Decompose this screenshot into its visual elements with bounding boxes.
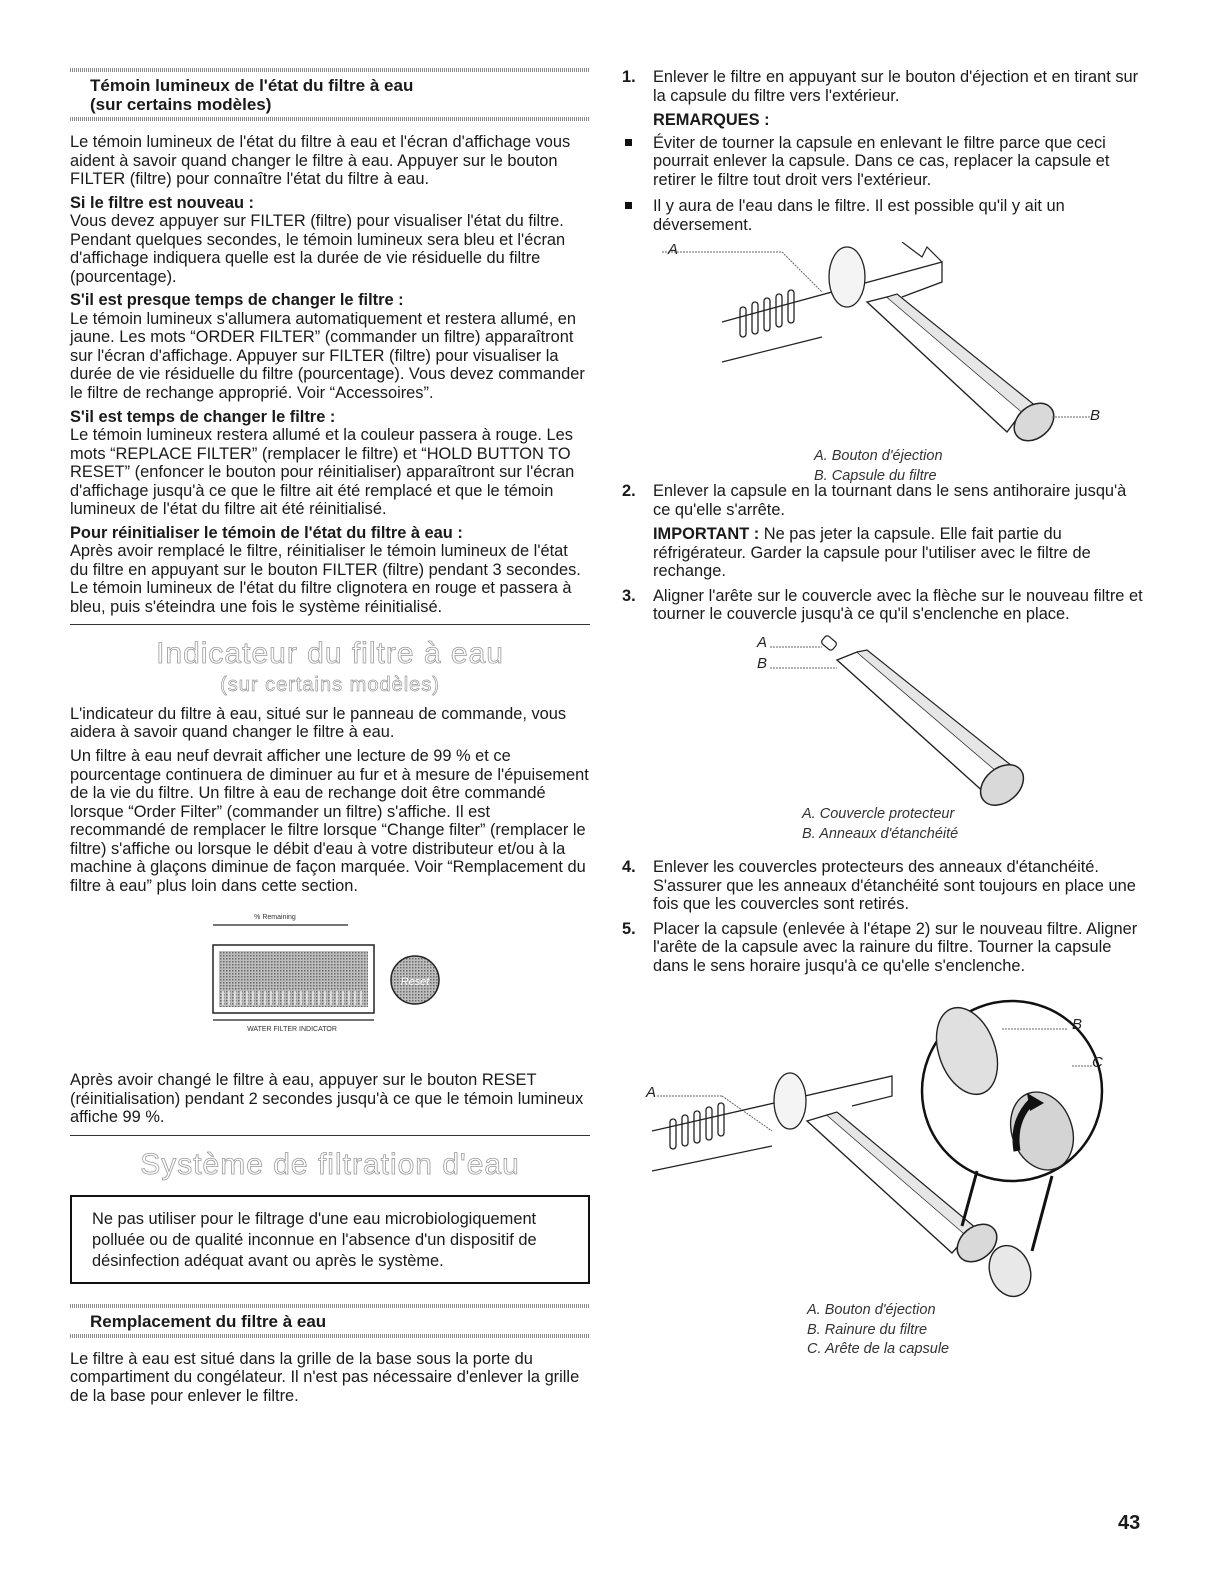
figure-label-a: A (668, 241, 679, 259)
caption-line: C. Arête de la capsule (807, 1341, 950, 1358)
figure-label-b: B (1090, 407, 1101, 425)
caption-line: B. Rainure du filtre (807, 1321, 928, 1338)
hatch-divider (70, 1334, 590, 1338)
step-number: 1. (622, 68, 636, 86)
paragraph: Un filtre à eau neuf devrait afficher une lecture de 99 % et ce pourcentage continuera de diminuer au fur et à mesure de l'épuisement de la vie du filtre. Un filtre à eau de rechange doit être commandé lorsque “Order Filter” (commander un filtre) s'affiche. Il est recommandé de remplacer le filtre lorsque “Change filter” (remplacer le filtre) s'affiche ou lorsque le débit d'eau à votre distributeur et/ou à la machine à glaçons diminue de façon marquée. Voir “Remplacement du filtre à eau” plus loin dans cette section. (70, 747, 589, 895)
step-text: Enlever les couvercles protecteurs des anneaux d'étanchéité. S'assurer que les anneaux d'étanchéité sont toujours en place une fois que les couvercles sont retirés. (653, 857, 1136, 914)
right-column (622, 68, 1147, 1371)
reset-button-label: Reset (400, 976, 430, 989)
bullet-square-icon (625, 139, 632, 146)
caption-line: B. Capsule du filtre (814, 467, 937, 484)
percent-remaining-label: % Remaining (254, 914, 296, 922)
paragraph: Après avoir changé le filtre à eau, appuyer sur le bouton RESET (réinitialisation) pendant 2 secondes jusqu'à ce que le témoin lumineux affiche 99 %. (70, 1071, 584, 1127)
paragraph: Le témoin lumineux restera allumé et la couleur passera à rouge. Les mots “REPLACE FILTER” (remplacer le filtre) et “HOLD BUTTON TO RESET” (enfoncer le bouton pour réinitialiser) apparaîtront sur l'écran d'affichage jusqu'à ce que le filtre ait été remplacé et que le témoin lumineux de l'état du filtre ait été réinitialisé. (70, 426, 575, 519)
title-line: (sur certains modèles) (90, 95, 272, 115)
notes-title: REMARQUES : (653, 111, 770, 130)
step-number: 2. (622, 482, 636, 501)
step-text: Enlever la capsule en la tournant dans le sens antihoraire jusqu'à ce qu'elle s'arrête. (653, 482, 1127, 519)
replace-section-header (70, 1304, 590, 1338)
step-number: 3. (622, 586, 636, 605)
paragraph-lead: Pour réinitialiser le témoin de l'état du filtre à eau : (70, 523, 463, 542)
figure-label-c: C (1092, 1054, 1103, 1072)
section-title (90, 76, 590, 114)
note-bullet (622, 197, 1147, 234)
section-title: Système de filtration d'eau (140, 1147, 520, 1181)
warning-box: Ne pas utiliser pour le filtrage d'une eau microbiologiquement polluée ou de qualité inconnue en l'absence d'un dispositif de désinfection adéquat avant ou après le système. (70, 1195, 590, 1284)
cap-alignment-drawing (622, 981, 1147, 1301)
section-title: Indicateur du filtre à eau (156, 637, 504, 671)
figure-cap-alignment (622, 981, 1147, 1371)
paragraph: Le témoin lumineux s'allumera automatiquement et restera allumé, en jaune. Les mots “ORDER FILTER” (commander un filtre) apparaîtront sur l'écran d'affichage. Appuyer sur FILTER (filtre) pour visualiser la durée de vie résiduelle du filtre (pourcentage). Vous devez commander le filtre de rechange approprié. Voir “Accessoires”. (70, 309, 585, 402)
caption-line: B. Anneaux d'étanchéité (802, 825, 959, 842)
paragraph-lead: Si le filtre est nouveau : (70, 193, 254, 212)
hatch-divider (70, 68, 590, 72)
figure-label-a: A (757, 633, 768, 651)
important-text: Ne pas jeter la capsule. Elle fait partie du réfrigérateur. Garder la capsule pour l'utiliser avec le filtre de rechange. (653, 525, 1091, 581)
note-text: Éviter de tourner la capsule en enlevant le filtre parce que ceci pourrait enlever la capsule. Dans ce cas, replacer la capsule et retirer le filtre tout droit vers l'extérieur. (653, 133, 1110, 189)
figure-label-b: B (757, 654, 768, 672)
figure-protective-cover (622, 630, 1147, 858)
water-filter-indicator-illustration (70, 901, 590, 1061)
figure-label-b: B (1072, 1016, 1083, 1034)
figure-caption (802, 805, 958, 844)
section-rule (70, 624, 590, 625)
left-column (70, 68, 590, 1410)
section-rule (70, 1135, 590, 1136)
caption-line: A. Bouton d'éjection (814, 448, 943, 465)
step-text: Placer la capsule (enlevée à l'étape 2) sur le nouveau filtre. Aligner l'arête de la capsule avec la rainure du filtre. Tourner la capsule dans le sens horaire jusqu'à ce qu'elle s'enclenche. (653, 919, 1138, 975)
section-subtitle: (sur certains modèles) (220, 674, 440, 697)
title-line: Témoin lumineux de l'état du filtre à eau (90, 76, 414, 95)
figure-eject-button (622, 242, 1147, 482)
bullet-square-icon (625, 202, 632, 209)
paragraph: L'indicateur du filtre à eau, situé sur le panneau de commande, vous aidera à savoir quand changer le filtre à eau. (70, 704, 567, 742)
notes-block (622, 111, 1147, 130)
indicator-panel-drawing (70, 901, 590, 1061)
step-text: Aligner l'arête sur le couvercle avec la flèche sur le nouveau filtre et tourner le couvercle jusqu'à ce qu'il s'enclenche en place. (653, 586, 1143, 624)
page-number: 43 (1118, 1512, 1141, 1534)
hatch-divider (70, 117, 590, 121)
caption-line: A. Couvercle protecteur (802, 805, 955, 822)
step-3 (622, 587, 1147, 624)
new-filter-drawing (622, 630, 1147, 810)
filter-removal-drawing (622, 242, 1147, 452)
paragraph: Le filtre à eau est situé dans la grille de la base sous la porte du compartiment du congélateur. Il n'est pas nécessaire d'enlever la grille de la base pour enlever le filtre. (70, 1349, 580, 1405)
important-label: IMPORTANT : (653, 525, 760, 544)
led-section-header (70, 68, 590, 121)
section-title: Remplacement du filtre à eau (90, 1311, 327, 1331)
step-number: 5. (622, 919, 636, 938)
paragraph-lead: S'il est presque temps de changer le filtre : (70, 291, 404, 310)
step-number: 4. (622, 857, 636, 876)
note-text: Il y aura de l'eau dans le filtre. Il est possible qu'il y ait un déversement. (653, 197, 1065, 234)
important-note (622, 525, 1147, 581)
step-2 (622, 482, 1147, 519)
step-text: Enlever le filtre en appuyant sur le bouton d'éjection et en tirant sur la capsule du filtre vers l'extérieur. (653, 68, 1139, 105)
figure-label-a: A (646, 1084, 657, 1102)
paragraph: Après avoir remplacé le filtre, réinitialiser le témoin lumineux de l'état du filtre en appuyant sur le bouton FILTER (filtre) pendant 3 secondes. Le témoin lumineux de l'état du filtre clignotera en rouge et passera à bleu, puis s'éteindra une fois le système réinitialisé. (70, 542, 581, 616)
note-bullet (622, 134, 1147, 190)
figure-caption (807, 1301, 949, 1360)
step-5 (622, 920, 1147, 976)
hatch-divider (70, 1304, 590, 1308)
figure-caption (814, 447, 943, 486)
step-4 (622, 858, 1147, 914)
step-1 (622, 68, 1147, 105)
paragraph: Le témoin lumineux de l'état du filtre à eau et l'écran d'affichage vous aident à savoir quand changer le filtre à eau. Appuyer sur le bouton FILTER (filtre) pour connaître l'état du filtre à eau. (70, 133, 571, 189)
caption-line: A. Bouton d'éjection (807, 1302, 936, 1319)
paragraph: Vous devez appuyer sur FILTER (filtre) pour visualiser l'état du filtre. Pendant quelques secondes, le témoin lumineux sera bleu et l'écran d'affichage indiquera quelle est la durée de vie résiduelle du filtre (pourcentage). (70, 212, 566, 286)
water-filter-indicator-label: WATER FILTER INDICATOR (247, 1026, 337, 1034)
paragraph-lead: S'il est temps de changer le filtre : (70, 407, 336, 426)
